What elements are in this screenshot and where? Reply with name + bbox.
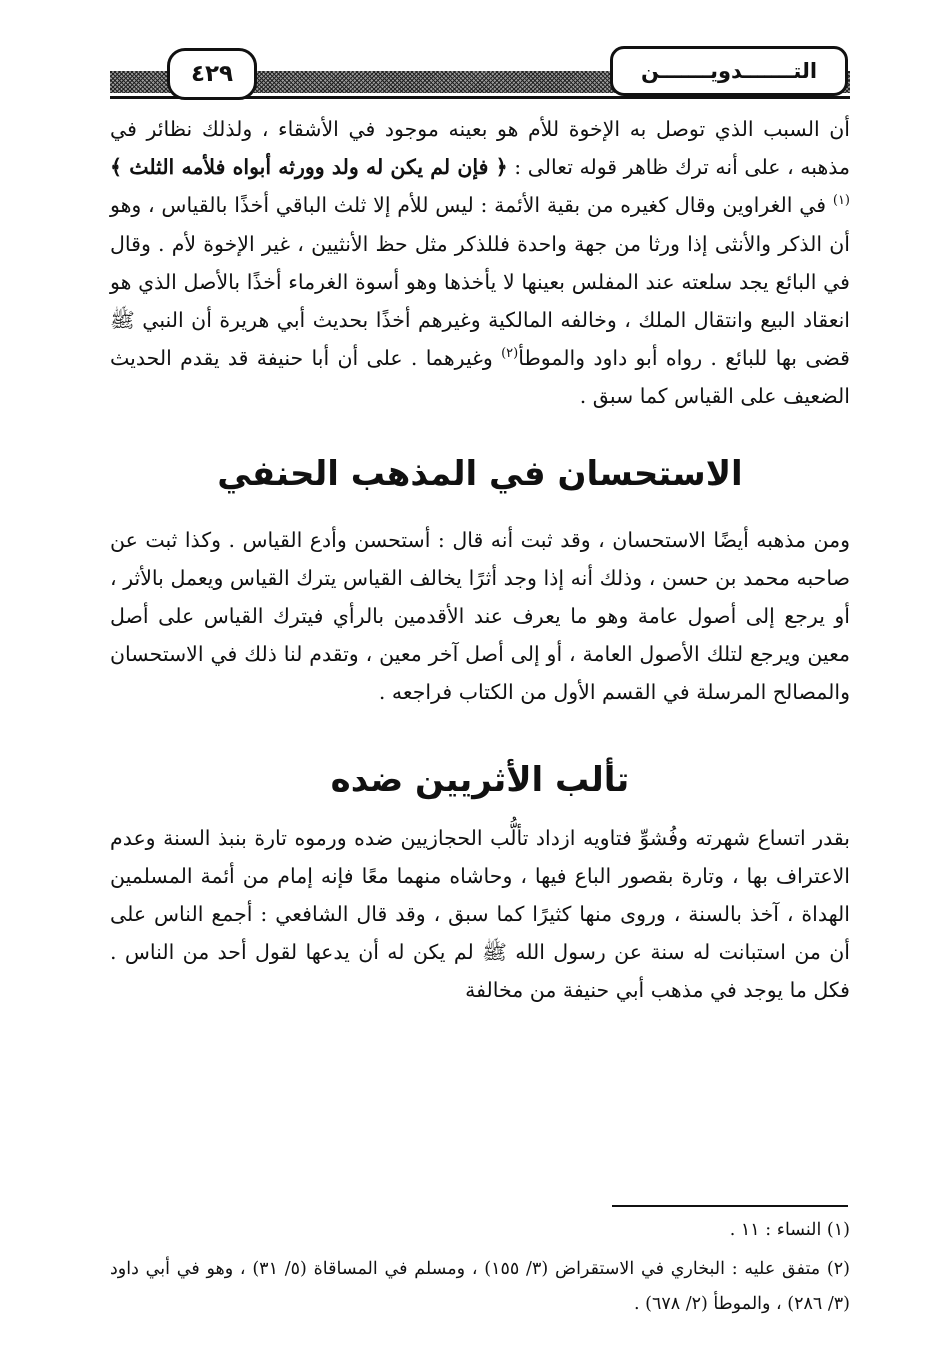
book-title: التـــــــدويـــــــن bbox=[610, 46, 848, 96]
footnotes bbox=[110, 1213, 850, 1326]
page-number: ٤٢٩ bbox=[167, 48, 257, 100]
quran-quote: ﴿ فإن لم يكن له ولد وورثه أبواه فلأمه الثلث ﴾ bbox=[110, 155, 508, 180]
paragraph-1 bbox=[110, 110, 850, 416]
paragraph-1-text-b: في الغراوين وقال كغيره من بقية الأئمة : ليس للأم إلا ثلث الباقي أخذًا بالقياس ، وهو أن الذكر والأنثى إذا ورثا من جهة واحدة فللذكر مثل حظ الأنثيين ، غير الإخوة لأم . وقال في البائع يجد سلعته عند المفلس بعينها لا يأخذها وهو أسوة الغرماء أخذًا بالأصل الذي هو انعقاد البيع وانتقال الملك ، وخالفه المالكية وغيرهم أخذًا بحديث أبي هريرة أن النبي ﷺ قضى بها للبائع . رواه أبو داود والموطأ bbox=[110, 193, 850, 371]
footnote-2: (٢) متفق عليه : البخاري في الاستقراض (٣/ ١٥٥) ، ومسلم في المساقاة (٥/ ٣١) ، وهو في أبي داود (٣/ ٢٨٦) ، والموطأ (٢/ ٦٧٨) . bbox=[110, 1259, 850, 1314]
page-header bbox=[110, 44, 850, 104]
paragraph-1-text-a: أن السبب الذي توصل به الإخوة للأم هو بعينه موجود في الأشقاء ، ولذلك نظائر في مذهبه ، على أنه ترك ظاهر قوله تعالى : bbox=[110, 117, 851, 180]
main-content bbox=[110, 110, 850, 1010]
section-heading-istihsan: الاستحسان في المذهب الحنفي bbox=[217, 453, 743, 494]
footnote-1: (١) النساء : ١١ . bbox=[729, 1220, 850, 1240]
paragraph-3: بقدر اتساع شهرته وفُشوِّ فتاويه ازداد تألُّب الحجازيين ضده ورموه تارة بنبذ السنة وعدم الاعتراف بها ، وتارة بقصور الباع فيها ، وحاشاه منهما معًا فإنه إمام من أئمة المسلمين الهداة ، آخذ بالسنة ، وروى منها كثيرًا كما سبق ، وقد قال الشافعي : أجمع الناس على أن من استبانت له سنة عن رسول الله ﷺ لم يكن له أن يدعها لقول أحد من الناس . فكل ما يوجد في مذهب أبي حنيفة من مخالفة bbox=[110, 825, 850, 1003]
paragraph-2: ومن مذهبه أيضًا الاستحسان ، وقد ثبت أنه قال : أستحسن وأدع القياس . وكذا ثبت عن صاحبه محمد بن حسن ، وذلك أنه إذا وجد أثرًا يخالف القياس يترك القياس ويعمل بالأثر ، أو يرجع إلى أصول عامة وهو ما يعرف عند الأقدمين بالرأي فيترك القياس على أصل معين ويرجع لتلك الأصول العامة ، أو إلى أصل آخر معين ، وتقدم لنا ذلك في الاستحسان والمصالح المرسلة في القسم الأول من الكتاب فراجعه . bbox=[110, 527, 850, 705]
footnote-marker-1: (١) bbox=[832, 193, 850, 209]
section-heading-opposition: تألب الأثريين ضده bbox=[330, 759, 630, 800]
paragraph-1-text-c: وغيرهما . على أن أبا حنيفة قد يقدم الحديث الضعيف على القياس كما سبق . bbox=[110, 346, 850, 409]
footnote-separator bbox=[612, 1205, 848, 1207]
footnote-marker-2: (٢) bbox=[501, 346, 519, 362]
